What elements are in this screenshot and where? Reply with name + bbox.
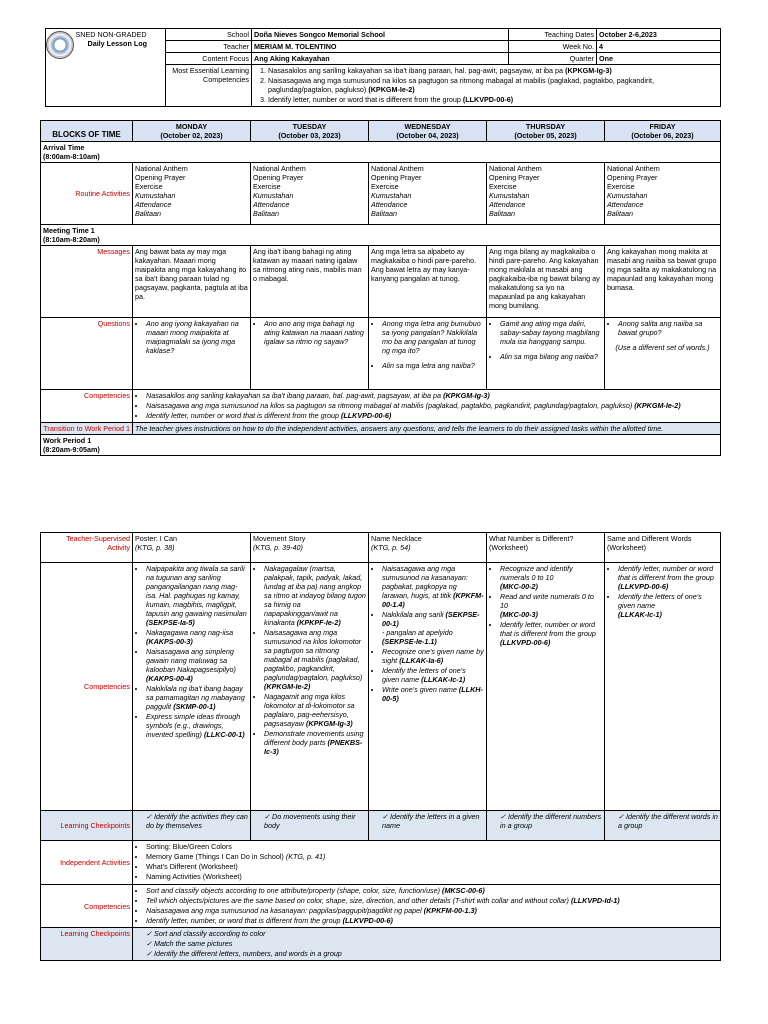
arrival-time: Arrival Time (8:00am-8:10am) — [41, 142, 721, 163]
routine-item: Exercise — [253, 182, 281, 191]
title-cell — [74, 29, 166, 107]
checkpoints-cell — [133, 928, 721, 961]
competency-item: • Identify the letters of one's given name (LLKAK-Ic-1) — [618, 592, 718, 619]
checkpoint-cell: ✓ Identify the letters in a given name — [369, 811, 487, 841]
checkpoint-cell: ✓ Identify the different numbers in a group — [487, 811, 605, 841]
school-name: Doña Nieves Songco Memorial School — [252, 29, 509, 41]
routine-item: Opening Prayer — [253, 173, 304, 182]
teacher-name: MERIAM M. TOLENTINO — [252, 41, 509, 53]
content-focus-label: Content Focus — [166, 53, 252, 65]
week-label: Week No. — [509, 41, 597, 53]
question-cell — [605, 318, 721, 390]
competency-item: • Naipapakita ang tiwala sa sarili na tugunan ang sariling pangangailangan nang mag-isa. Hal. paghugas ng kamay, kumain, magbihis, magligpit, tapusin ang gawaing nasimulan (SEKPSE-Ia-5) — [146, 564, 248, 627]
quarter-label: Quarter — [509, 53, 597, 65]
message-cell: Ang mga letra sa alpabeto ay magkakaiba o hindi pare-pareho. Ang bawat letra ay may kanya-kanyang pangalan at tunog. — [369, 246, 487, 318]
checkpoints-row-2 — [41, 928, 721, 961]
routine-cell — [487, 163, 605, 225]
tsa-cell: Same and Different Words (Worksheet) — [605, 533, 721, 563]
school-type: SNED NON-GRADED — [75, 30, 147, 39]
routine-item: Exercise — [135, 182, 163, 191]
competency-item: • Read and write numerals 0 to 10 (MKC-00-3) — [500, 592, 602, 619]
independent-row — [41, 841, 721, 885]
routine-item: Balitaan — [371, 209, 397, 218]
question-item: • Ano ang iyong kakayahan na maaari mong maipakita at maipagmalaki sa iyong mga kaklase? — [146, 319, 248, 355]
tsa-label: Teacher-Supervised Activity — [41, 533, 133, 563]
checkpoints-label: Learning Checkpoints — [41, 928, 133, 961]
competency-item: • Nakikilala ang sarili (SEKPSE-00-1) - pangalan at apelyido (SEKPSE-Ie-1.1) — [382, 610, 484, 646]
competency-item: • Tell which objects/pictures are the same based on color, shape, size, direction, and other details (T-shirt with collar and without collar) (LLKVPD-Id-1) — [146, 896, 718, 905]
competency-item: • Naisasagawa ang mga sumusunod na kilos sa pagtugon sa ritmong mabagal at mabilis (paglakad, pagtakbo, pagkandirit, paglundag/pagtalon, paglukso) (KPKGM-Ie-2) — [146, 401, 718, 410]
blocks-of-time-header: BLOCKS OF TIME — [41, 121, 133, 142]
day-header-monday: MONDAY (October 02, 2023) — [133, 121, 251, 142]
melc-item: 1. Nasasakilos ang sariling kakayahan sa iba't ibang paraan, hal. pag-awit, pagsayaw, at iba pa (KPKGM-Ig-3) — [268, 66, 718, 75]
school-label: School — [166, 29, 252, 41]
routine-item: Opening Prayer — [607, 173, 658, 182]
transition-text: The teacher gives instructions on how to do the independent activities, answers any questions, and tells the learners to do their assigned tasks within the allotted time. — [133, 423, 721, 435]
competency-item: • Nagagamit ang mga kilos lokomotor at di-lokomotor sa paglalaro, pag-eehersisyo, pagsasayaw (KPKGM-Ig-3) — [264, 692, 366, 728]
question-cell — [369, 318, 487, 390]
competency-item: • Express simple ideas through symbols (e.g., drawings, invented spelling) (LLKC-00-1) — [146, 712, 248, 739]
competency-item: • Nakikilala ng iba't ibang bagay sa pamamagitan ng mabayang paggulit (SKMP-00-1) — [146, 684, 248, 711]
independent-cell — [133, 841, 721, 885]
checkpoint-item: ✓ Match the same pictures — [146, 939, 718, 948]
checkpoints-label: Learning Checkpoints — [41, 811, 133, 841]
schedule-table-2 — [40, 532, 721, 961]
checkpoint-cell: ✓ Do movements using their body — [251, 811, 369, 841]
routine-item: Attendance — [607, 200, 644, 209]
routine-item: National Anthem — [607, 164, 660, 173]
routine-item: Kumustahan — [253, 191, 294, 200]
question-cell — [487, 318, 605, 390]
melc-list — [254, 66, 718, 104]
routine-item: Attendance — [135, 200, 172, 209]
teaching-dates: October 2-6,2023 — [597, 29, 721, 41]
questions-row — [41, 318, 721, 390]
checkpoint-item: ✓ Identify the different letters, numbers, and words in a group — [146, 949, 718, 958]
teaching-dates-label: Teaching Dates — [509, 29, 597, 41]
work-period-row — [41, 435, 721, 456]
routine-item: Balitaan — [489, 209, 515, 218]
routine-item: Opening Prayer — [371, 173, 422, 182]
independent-label: Independent Activities — [41, 841, 133, 885]
competency-cell — [605, 563, 721, 811]
teacher-label: Teacher — [166, 41, 252, 53]
messages-row — [41, 246, 721, 318]
day-header-row — [41, 121, 721, 142]
competency-item: • Naisasagawa ang mga sumusunod na kasanayan: pagbakat, pagkopya ng larawan, hugis, at titik (KPKFM-00-1.4) — [382, 564, 484, 609]
work-period-1: Work Period 1 (8:20am-9:05am) — [41, 435, 721, 456]
day-header-thursday: THURSDAY (October 05, 2023) — [487, 121, 605, 142]
content-focus: Ang Aking Kakayahan — [252, 53, 509, 65]
routine-item: Balitaan — [135, 209, 161, 218]
question-item: • Anong salita ang naiiba sa bawat grupo? — [618, 319, 718, 337]
competencies-row-1 — [41, 390, 721, 423]
competency-item: • Recognize and identify numerals 0 to 10 (MKC-00-2) — [500, 564, 602, 591]
routine-item: National Anthem — [253, 164, 306, 173]
routine-label: Routine Activities — [41, 163, 133, 225]
competency-item: • Identify the letters of one's given name (LLKAK-Ic-1) — [382, 666, 484, 684]
doc-title: Daily Lesson Log — [87, 39, 148, 48]
quarter: One — [597, 53, 721, 65]
competency-cell — [133, 563, 251, 811]
question-cell — [133, 318, 251, 390]
competency-item: • Identify letter, number, or word that is different from the group (LLKVPD-00-6) — [146, 916, 718, 925]
competency-cell — [369, 563, 487, 811]
competency-cell — [251, 563, 369, 811]
routine-cell — [605, 163, 721, 225]
competency-item: • Identify letter, number or word that is different from the group (LLKVPD-00-6) — [146, 411, 718, 420]
competency-item: • Nasasakilos ang sariling kakayahan sa iba't ibang paraan, hal. pag-awit, pagsayaw, at iba pa (KPKGM-Ig-3) — [146, 391, 718, 400]
logo-cell — [46, 29, 74, 107]
competency-item: • Naisasagawa ang mga sumusunod na kasanayan: pagpilas/paggupit/pagdikit ng papel (KPKFM-00-1.3) — [146, 906, 718, 915]
competencies-cell — [133, 885, 721, 928]
competencies-label: Competencies — [41, 563, 133, 811]
header-table — [45, 28, 721, 107]
question-item: • Alin sa mga letra ang naiiba? — [382, 361, 484, 370]
checkpoint-cell: ✓ Identify the activities they can do by themselves — [133, 811, 251, 841]
routine-item: Attendance — [253, 200, 290, 209]
melc-label: Most Essential Learning Competencies — [166, 65, 252, 107]
competencies-row-2 — [41, 563, 721, 811]
competency-item: • Demonstrate movements using different body parts (PNEKBS-Ic-3) — [264, 729, 366, 756]
routine-cell — [133, 163, 251, 225]
competency-item: • Identify letter, number or word that is different from the group (LLKVPD-00-6) — [618, 564, 718, 591]
messages-label: Messages — [41, 246, 133, 318]
message-cell: Ang kakayahan mong makita at masabi ang naiiba sa bawat grupo ng mga salita ay makakatulong na mapaunlad ang kakayahan mong bumasa. — [605, 246, 721, 318]
checkpoint-cell: ✓ Identify the different words in a group — [605, 811, 721, 841]
routine-item: Balitaan — [607, 209, 633, 218]
routine-item: Attendance — [371, 200, 408, 209]
tsa-cell: What Number is Different? (Worksheet) — [487, 533, 605, 563]
competencies-cell — [133, 390, 721, 423]
checkpoint-item: ✓ Sort and classify according to color — [146, 929, 718, 938]
competency-item: • Recognize one's given name by sight (LLKAK-Ia-6) — [382, 647, 484, 665]
routine-cell — [369, 163, 487, 225]
routine-cell — [251, 163, 369, 225]
competency-item: • Nakagagawa nang nag-iisa (KAKPS-00-3) — [146, 628, 248, 646]
competencies-label: Competencies — [41, 390, 133, 423]
routine-row — [41, 163, 721, 225]
checkpoints-row-1 — [41, 811, 721, 841]
competency-item: • Write one's given name (LLKH-00-5) — [382, 685, 484, 703]
meeting-row — [41, 225, 721, 246]
message-cell: Ang mga bilang ay magkakaiba o hindi pare-pareho. Ang kakayahan mong makilala at masabi ang pagkakaiba-iba ng bawat bilang ay makakatulong sa iyo na mapaunlad pa ang kakayahan mong bumilang. — [487, 246, 605, 318]
independent-item: • What's Different (Worksheet) — [146, 862, 718, 871]
independent-item: • Sorting: Blue/Green Colors — [146, 842, 718, 851]
competency-item: • Nakagagalaw (martsa, palakpak, tapik, padyak, lakad, lundag at iba pa) nang angkop sa ritmo at indayog bilang tugon sa himig na napapakinggan/awit na kinakanta (KPKPF-Ie-2) — [264, 564, 366, 627]
independent-item: • Memory Game (Things I Can Do in School) (KTG, p. 41) — [146, 852, 718, 861]
question-item: • Ano ano ang mga bahagi ng ating katawan na maaari nating igalaw sa ritmo ng sayaw? — [264, 319, 366, 346]
questions-label: Questions — [41, 318, 133, 390]
day-header-tuesday: TUESDAY (October 03, 2023) — [251, 121, 369, 142]
day-header-wednesday: WEDNESDAY (October 04, 2023) — [369, 121, 487, 142]
routine-item: Kumustahan — [607, 191, 648, 200]
question-item: • Anong mga letra ang bumubuo sa iyong pangalan? Nakikilala mo ba ang pangalan at tunog ng mga ito? — [382, 319, 484, 355]
week-number: 4 — [597, 41, 721, 53]
competencies-label: Competencies — [41, 885, 133, 928]
melc-list-cell — [252, 65, 721, 107]
message-cell: Ang bawat bata ay may mga kakayahan. Maaari mong maipakita ang mga kakayahang ito sa iba't ibang paraan tulad ng pagsayaw, pagkanta, pagtula at iba pa. — [133, 246, 251, 318]
question-note: (Use a different set of words.) — [615, 343, 710, 352]
routine-item: Kumustahan — [489, 191, 530, 200]
meeting-time-1: Meeting Time 1 (8:10am-8:20am) — [41, 225, 721, 246]
schedule-table-1 — [40, 120, 721, 456]
routine-item: Kumustahan — [371, 191, 412, 200]
routine-item: Attendance — [489, 200, 526, 209]
day-header-friday: FRIDAY (October 06, 2023) — [605, 121, 721, 142]
question-item: • Gamit ang ating mga daliri, sabay-sabay tayong magbilang mula isa hanggang sampu. — [500, 319, 602, 346]
melc-item: 3. Identify letter, number or word that is different from the group (LLKVPD-00-6) — [268, 95, 718, 104]
routine-item: Exercise — [489, 182, 517, 191]
competency-item: • Identify letter, number or word that is different from the group (LLKVPD-00-6) — [500, 620, 602, 647]
message-cell: Ang iba't ibang bahagi ng ating katawan ay maaari nating igalaw sa ritmong ating nais, mabilis man o mabagal. — [251, 246, 369, 318]
competencies-row-3 — [41, 885, 721, 928]
question-cell — [251, 318, 369, 390]
transition-label: Transition to Work Period 1 — [41, 423, 133, 435]
tsa-row — [41, 533, 721, 563]
routine-item: National Anthem — [371, 164, 424, 173]
tsa-cell: Movement Story (KTG, p. 39-40) — [251, 533, 369, 563]
tsa-cell: Name Necklace (KTG, p. 54) — [369, 533, 487, 563]
deped-seal-icon — [46, 31, 74, 59]
routine-item: Balitaan — [253, 209, 279, 218]
competency-item: • Naisasagawa ang mga sumusunod na kilos lokomotor sa pagtugon sa ritmong mabagal at mabilis (paglakad, pagtakbo, pagkandirit, paglundag/pagtalon, paglukso) (KPKGM-Ie-2) — [264, 628, 366, 691]
tsa-cell: Poster: I Can (KTG, p. 38) — [133, 533, 251, 563]
routine-item: Exercise — [371, 182, 399, 191]
transition-row — [41, 423, 721, 435]
arrival-row — [41, 142, 721, 163]
competency-item: • Naisasagawa ang simpleng gawain nang maluwag sa kalooban Nakapagsesipilyo) (KAKPS-00-4) — [146, 647, 248, 683]
melc-item: 2. Naisasagawa ang mga sumusunod na kilos sa pagtugon sa ritmong mabagal at mabilis (paglakad, pagtakbo, pagkandirit, paglundag/pagtalon, paglukso) (KPKGM-Ie-2) — [268, 76, 718, 94]
routine-item: Opening Prayer — [489, 173, 540, 182]
routine-item: Exercise — [607, 182, 635, 191]
question-item: • Alin sa mga bilang ang naiiba? — [500, 352, 602, 361]
routine-item: Kumustahan — [135, 191, 176, 200]
competency-item: • Sort and classify objects according to one attribute/property (shape, color, size, function/use) (MKSC-00-6) — [146, 886, 718, 895]
routine-item: National Anthem — [489, 164, 542, 173]
routine-item: National Anthem — [135, 164, 188, 173]
routine-item: Opening Prayer — [135, 173, 186, 182]
competency-cell — [487, 563, 605, 811]
independent-item: • Naming Activities (Worksheet) — [146, 872, 718, 881]
